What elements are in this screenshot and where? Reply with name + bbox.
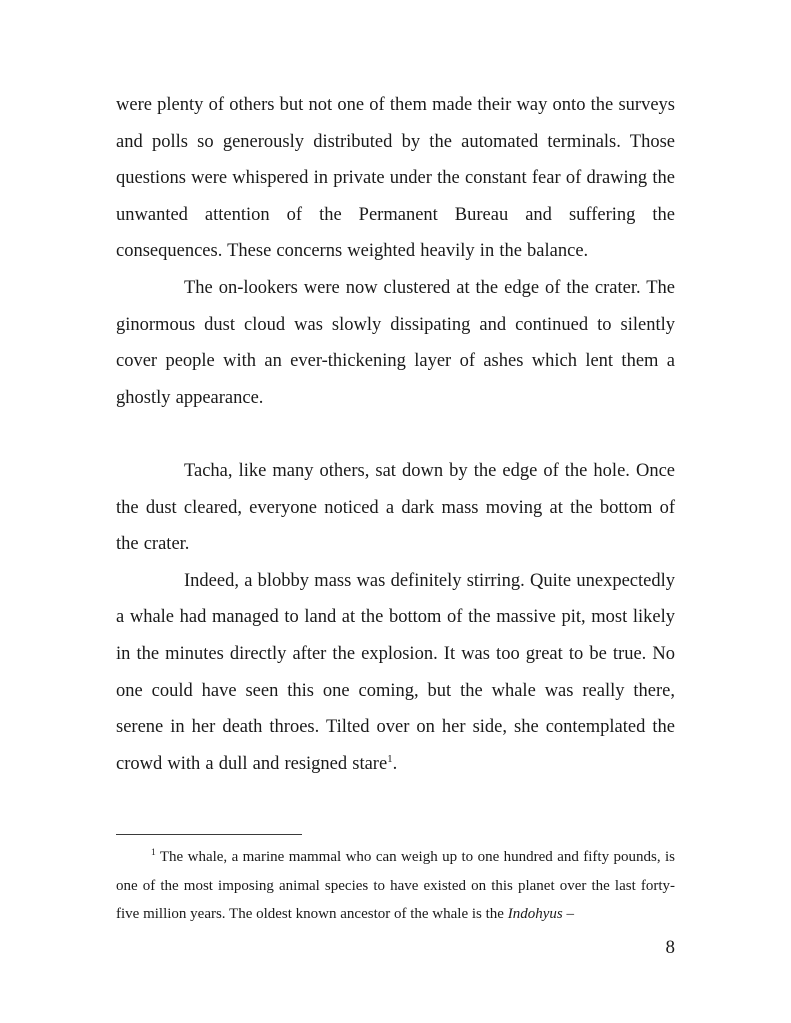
blank-line — [116, 416, 675, 453]
body-paragraph-4 — [116, 563, 675, 783]
body-paragraph-2: The on-lookers were now clustered at the edge of the crater. The ginormous dust cloud was slowly dissipating and continued to silently cover people with an ever-thickening layer of ashes which lent them a ghostly appearance. — [116, 277, 675, 408]
body-paragraph-4-text: Indeed, a blobby mass was definitely stirring. Quite unexpectedly a whale had managed to land at the bottom of the massive pit, most likely in the minutes directly after the explosion. It was too great to be true. No one could have seen this one coming, but the whale was really there, serene in her death throes. Tilted over on her side, she contemplated the crowd with a dull and resigned stare — [116, 570, 675, 774]
footnote-marker: 1 — [151, 848, 156, 858]
footnote-text: The whale, a marine mammal who can weigh up to one hundred and fifty pounds, is one of the most imposing animal species to have existed on this planet over the last forty-five million years. The oldest known ancestor of the whale is the — [116, 849, 675, 922]
footnote-separator — [116, 834, 302, 835]
page-body — [116, 87, 675, 782]
footnote-italic-term: Indohyus — [507, 906, 563, 922]
body-paragraph-4-period: . — [392, 753, 398, 774]
footnote — [116, 843, 675, 929]
body-paragraph-3: Tacha, like many others, sat down by the edge of the hole. Once the dust cleared, everyone noticed a dark mass moving at the bottom of the crater. — [116, 460, 675, 555]
footnote-reference: 1 — [387, 752, 393, 765]
page-number: 8 — [665, 937, 675, 958]
body-paragraph-1: were plenty of others but not one of them made their way onto the surveys and polls so generously distributed by the automated terminals. Those questions were whispered in private under the constant fear of drawing the unwanted attention of the Permanent Bureau and suffering the consequences. These concerns weighted heavily in the balance. — [116, 95, 675, 262]
footnote-text-after-italic: – — [562, 906, 574, 922]
